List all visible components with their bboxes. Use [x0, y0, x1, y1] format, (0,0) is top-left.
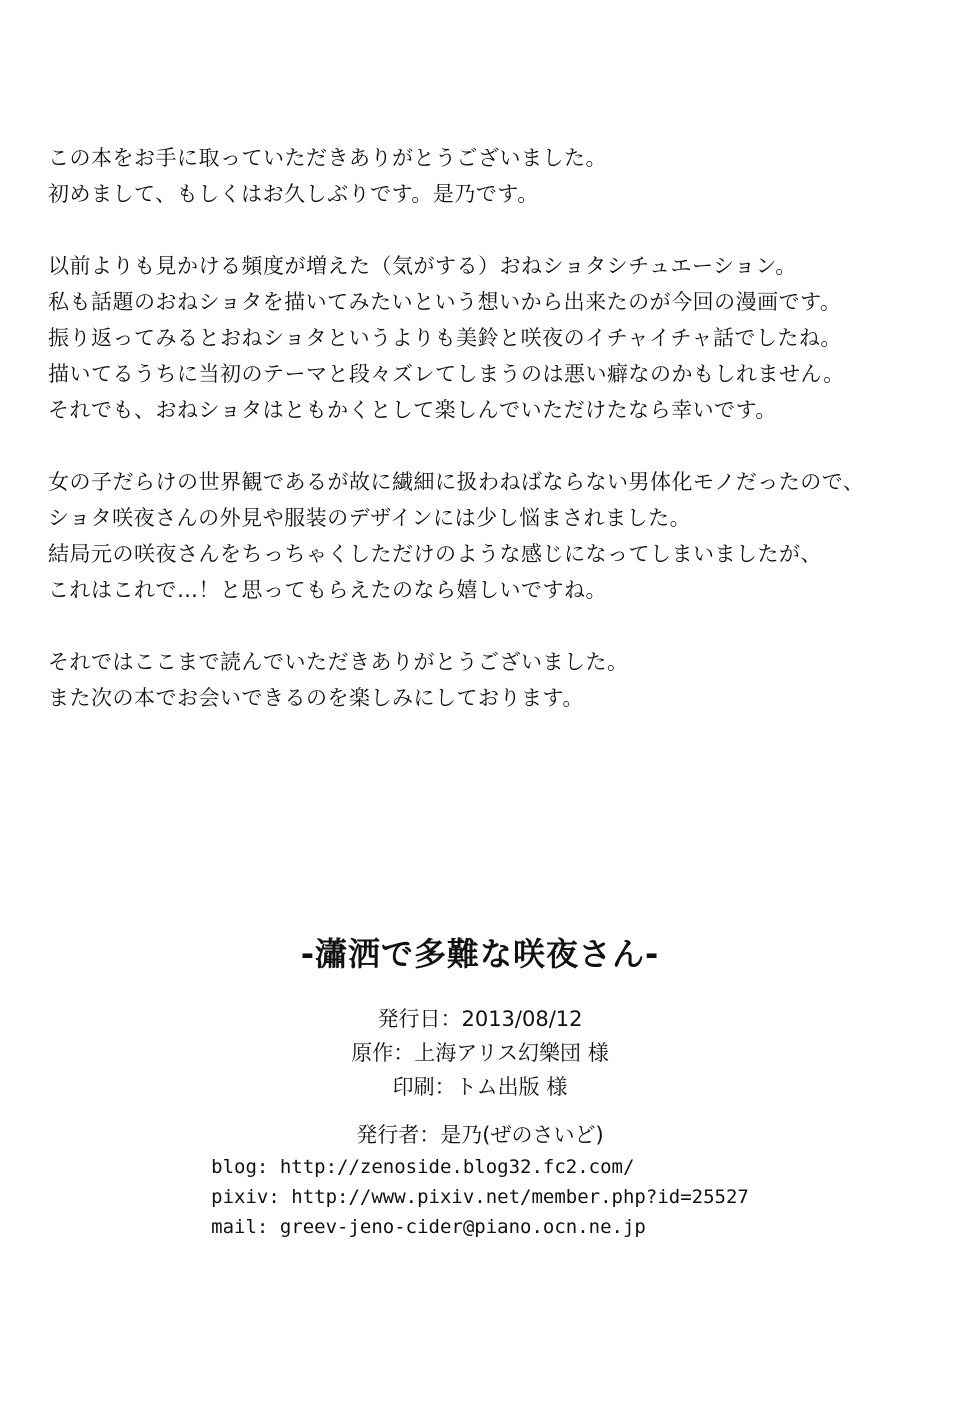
afterword-line: それでも、おねショタはともかくとして楽しんでいただけたなら幸いです。	[48, 398, 777, 422]
mail-address: greev-jeno-cider@piano.ocn.ne.jp	[279, 1216, 646, 1238]
afterword-line: ショタ咲夜さんの外見や服装のデザインには少し悩まされました。	[48, 506, 692, 530]
release-date: 発行日：2013/08/12	[377, 1007, 583, 1031]
pixiv-url: http://www.pixiv.net/member.php?id=25527	[291, 1186, 749, 1208]
colophon-spacer	[0, 1104, 960, 1118]
printing-company: 印刷：トム出版 様	[392, 1075, 568, 1099]
afterword-line: これはこれで…！と思ってもらえたのなら嬉しいですね。	[48, 578, 607, 602]
original-work: 原作：上海アリス幻樂団 様	[351, 1041, 609, 1065]
blog-url: http://zenoside.blog32.fc2.com/	[279, 1156, 635, 1178]
afterword-line: 女の子だらけの世界観であるが故に繊細に扱わねばならない男体化モノだったので、	[48, 470, 865, 494]
publisher: 発行者：是乃(ぜのさいど)	[356, 1123, 604, 1147]
afterword-line: また次の本でお会いできるのを楽しみにしております。	[48, 686, 584, 710]
afterword-line: 描いてるうちに当初のテーマと段々ズレてしまうのは悪い癖なのかもしれません。	[48, 362, 845, 386]
afterword-line: 結局元の咲夜さんをちっちゃくしただけのような感じになってしまいましたが、	[48, 542, 822, 566]
book-title: -瀟洒で多難な咲夜さん-	[300, 935, 660, 973]
afterword-line: 私も話題のおねショタを描いてみたいという想いから出来たのが今回の漫画です。	[48, 290, 842, 314]
afterword-paragraph-2	[48, 248, 928, 428]
colophon	[0, 930, 960, 1242]
contact-pixiv	[211, 1182, 749, 1212]
contact-label-pixiv: pixiv:	[211, 1186, 280, 1208]
afterword-paragraph-4	[48, 644, 928, 716]
afterword-line: それではここまで読んでいただきありがとうございました。	[48, 650, 629, 674]
afterword-line: この本をお手に取っていただきありがとうございました。	[48, 146, 607, 170]
contact-label-blog: blog:	[211, 1156, 269, 1178]
afterword-paragraph-3	[48, 464, 928, 608]
afterword-line: 初めまして、もしくはお久しぶりです。是乃です。	[48, 182, 539, 206]
afterword-paragraph-1	[48, 140, 928, 212]
contact-blog	[211, 1152, 749, 1182]
afterword-line: 振り返ってみるとおねショタというよりも美鈴と咲夜のイチャイチャ話でしたね。	[48, 326, 842, 350]
contact-mail	[211, 1212, 749, 1242]
contact-label-mail: mail:	[211, 1216, 269, 1238]
afterword-text	[48, 140, 928, 752]
afterword-line: 以前よりも見かける頻度が増えた（気がする）おねショタシチュエーション。	[48, 254, 797, 278]
contact-list	[211, 1152, 749, 1242]
